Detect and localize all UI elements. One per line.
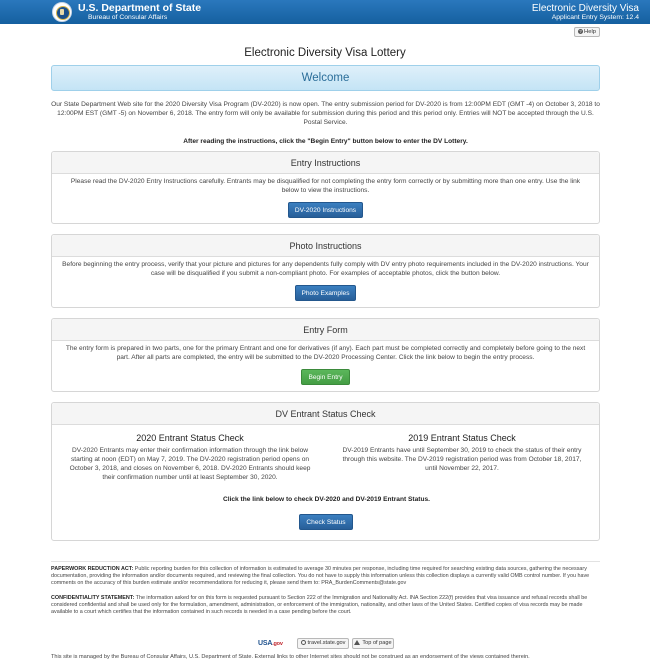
- page-title: Electronic Diversity Visa Lottery: [244, 47, 406, 59]
- panel-title: Entry Form: [52, 319, 599, 341]
- confidentiality-label: CONFIDENTIALITY STATEMENT:: [51, 595, 135, 601]
- confidentiality-statement: [51, 595, 600, 616]
- usa-gov-logo[interactable]: [258, 639, 294, 649]
- footer-divider: [51, 561, 600, 562]
- usa-logo-gov: .gov: [272, 641, 283, 647]
- help-button[interactable]: [574, 27, 600, 37]
- usa-logo-main: USA: [258, 640, 273, 647]
- top-of-page-link[interactable]: [352, 638, 394, 649]
- bureau-name: Bureau of Consular Affairs: [88, 14, 168, 21]
- arrow-up-icon: [354, 640, 360, 645]
- paperwork-text: Public reporting burden for this collection of information is estimated to average 30 minutes per response, including time required for searching existing data sources, gathering the necessary documentation, providing the information and/or documents required, and reviewing the final collection. You do not have to supply this information unless this collection displays a currently valid OMB control number. If you have comments on the accuracy of this burden estimate and/or recommendations for reducing it, please send them to: PRA_BurdenComments@state.gov: [51, 566, 590, 586]
- status-check-instruction: Click the link below to check DV-2020 and DV-2019 Entrant Status.: [222, 496, 431, 503]
- help-icon: ?: [579, 29, 582, 34]
- welcome-banner: Welcome: [51, 65, 600, 91]
- globe-icon: [301, 640, 306, 645]
- intro-text: Our State Department Web site for the 2020 Diversity Visa Program (DV-2020) is now open. The entry submission period for DV-2020 is from 12:00PM EDT (GMT -4) on October 3, 2018 to 12:00PM EST (GMT -5) on November 6, 2018. The entry form will only be available for submission during this period and this period only. Entries will NOT be accepted through the U.S. Postal Service.: [51, 101, 600, 126]
- paperwork-reduction-statement: [51, 566, 600, 587]
- app-title: Electronic Diversity Visa: [531, 3, 639, 14]
- entry-instructions-panel: [51, 151, 600, 224]
- begin-entry-button[interactable]: Begin Entry: [301, 369, 350, 385]
- department-name: U.S. Department of State: [78, 2, 202, 14]
- entry-form-panel: [51, 318, 600, 392]
- travel-state-gov-link[interactable]: [297, 638, 349, 649]
- panel-title: Photo Instructions: [52, 235, 599, 257]
- paperwork-label: PAPERWORK REDUCTION ACT:: [51, 566, 134, 572]
- confidentiality-text: The information asked for on this form is requested pursuant to Section 222 of the Immigration and Nationality Act. INA Section 222(f) provides that visa issuance and refusal records shall be considered confidential and shall be used only for the formulation, amendment, administration, or enforcement of the immigration, nationality, and other laws of the United States. Certified copies of visa records may be made available to a court which certifies that the information contained in such records is needed in a case pending before the court.: [51, 595, 588, 615]
- photo-instructions-panel: [51, 234, 600, 308]
- travel-link-label: travel.state.gov: [307, 640, 346, 646]
- status-2019-title: 2019 Entrant Status Check: [408, 433, 516, 443]
- photo-examples-button[interactable]: Photo Examples: [295, 285, 356, 301]
- top-link-label: Top of page: [362, 640, 392, 646]
- panel-text: Please read the DV-2020 Entry Instructions carefully. Entrants may be disqualified for not completing the entry form correctly or by submitting more than one entry. Use the link below to view the instructions.: [70, 178, 581, 194]
- status-2020-text: DV-2020 Entrants may enter their confirmation information through the link below starting at noon (EDT) on May 7, 2019. The DV-2020 registration period opens on October 3, 2018, and closes on November 6, 2018. DV-2020 Entrants should keep their confirmation number until at least September 30, 2020.: [69, 447, 311, 481]
- state-department-seal-icon: [52, 2, 72, 22]
- panel-title: Entry Instructions: [52, 152, 599, 174]
- panel-title: DV Entrant Status Check: [52, 403, 599, 425]
- dv-instructions-button[interactable]: DV-2020 Instructions: [288, 202, 363, 218]
- app-subtitle: Applicant Entry System: 12.4: [551, 14, 639, 21]
- site-header: [0, 0, 650, 24]
- help-label: Help: [584, 29, 596, 35]
- site-managed-notice: This site is managed by the Bureau of Consular Affairs, U.S. Department of State. External links to other Internet sites should not be construed as an endorsement of the views contained therein.: [51, 654, 530, 660]
- status-2020-title: 2020 Entrant Status Check: [136, 433, 244, 443]
- intro-instruction: After reading the instructions, click the "Begin Entry" button below to enter the DV Lottery.: [183, 138, 468, 145]
- panel-text: Before beginning the entry process, verify that your picture and pictures for any dependents fully comply with DV entry photo requirements included in the DV-2020 instructions. Your case will be disqualified if you submit a non-compliant photo. For examples of acceptable photos, click the button below.: [62, 261, 589, 277]
- check-status-button[interactable]: Check Status: [299, 514, 353, 530]
- panel-text: The entry form is prepared in two parts, one for the primary Entrant and one for derivatives (if any). Each part must be completed correctly and completely before going to the next part. After all parts are completed, the entry will be submitted to the DV-2020 Processing Center. Click the link below to begin the entry process.: [65, 345, 586, 361]
- status-check-panel: [51, 402, 600, 541]
- status-2019-text: DV-2019 Entrants have until September 30, 2019 to check the status of their entry through this website. The DV-2019 registration period was from October 18, 2017, until November 22, 2017.: [342, 447, 582, 472]
